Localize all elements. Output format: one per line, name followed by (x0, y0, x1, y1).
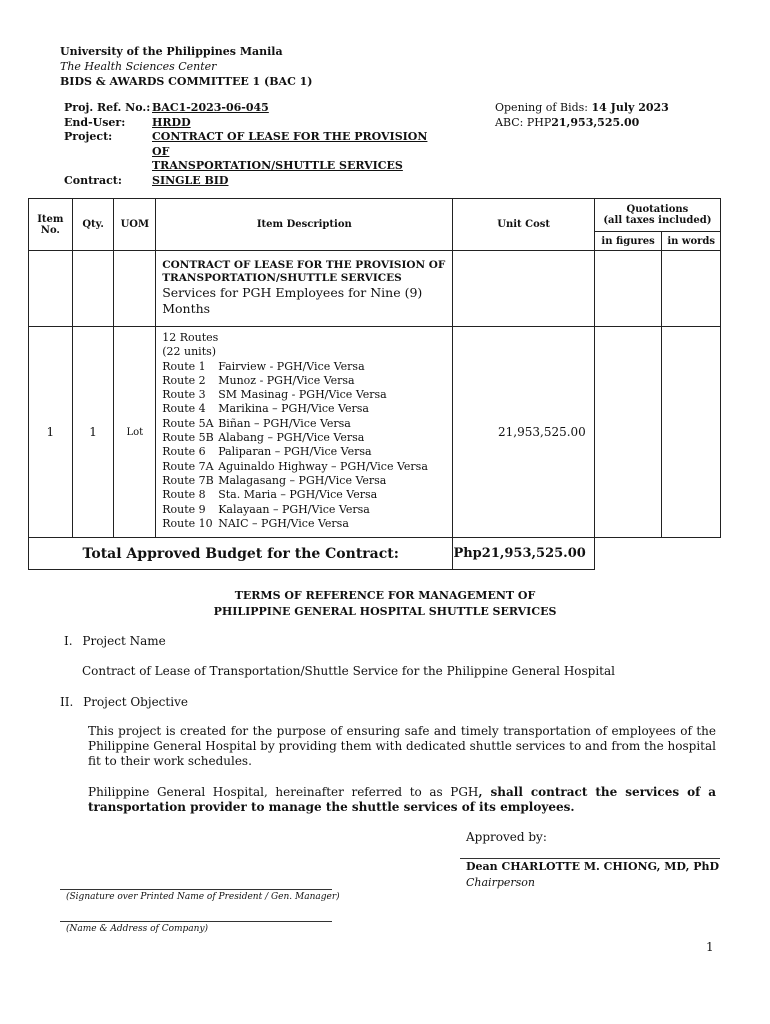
committee-name: BIDS & AWARDS COMMITTEE 1 (BAC 1) (60, 75, 313, 88)
company-name-label: (Name & Address of Company) (66, 924, 209, 934)
header-item-no: Item No. (29, 199, 73, 251)
page-number: 1 (706, 940, 714, 954)
route-name: Malagasang – PGH/Vice Versa (218, 473, 387, 487)
section-1-title: Project Name (82, 634, 166, 648)
section-2-paragraph-1: This project is created for the purpose of ensuring safe and timely transportation of employees of the Philippine General Hospital by providing them with dedicated shuttle services to and from the hospital fit to their work schedules. (88, 724, 716, 768)
route-item (162, 431, 446, 445)
approved-by-label: Approved by: (466, 830, 547, 844)
route-item (162, 488, 446, 502)
contract-value: SINGLE BID (152, 173, 229, 187)
section-2-paragraph-2: Philippine General Hospital, hereinafter referred to as PGH, shall contract the services of a transportation provider to manage the shuttle services of its employees. (88, 785, 716, 814)
route-name: Marikina – PGH/Vice Versa (218, 402, 369, 416)
contract-label: Contract: (64, 173, 122, 187)
route-item (162, 445, 446, 459)
description-title-cell (156, 251, 453, 327)
unit-cost-value: 21,953,525.00 (453, 327, 594, 538)
qty-value: 1 (72, 327, 114, 538)
route-name: Aguinaldo Highway – PGH/Vice Versa (218, 459, 428, 473)
proj-ref-value: BAC1-2023-06-045 (152, 101, 269, 114)
empty-cell (594, 538, 662, 570)
route-name: Fairview - PGH/Vice Versa (218, 359, 365, 373)
description-title-line-1: CONTRACT OF LEASE FOR THE PROVISION OF (162, 259, 446, 271)
in-figures-value (594, 327, 662, 538)
route-item (162, 374, 446, 388)
route-item (162, 474, 446, 488)
route-item (162, 402, 446, 416)
route-name: Biñan – PGH/Vice Versa (218, 416, 351, 430)
route-item (162, 517, 446, 531)
project-value-line-1: CONTRACT OF LEASE FOR THE PROVISION OF (152, 130, 428, 158)
route-id: Route 5A (162, 416, 214, 430)
header-quotations: Quotations (all taxes included) (594, 199, 720, 232)
uom-value: Lot (114, 327, 156, 538)
empty-cell (72, 251, 114, 327)
header-uom: UOM (114, 199, 156, 251)
route-name: Alabang – PGH/Vice Versa (218, 431, 365, 445)
approver-signature-line (460, 858, 720, 859)
empty-cell (594, 251, 662, 327)
route-name: Kalayaan – PGH/Vice Versa (218, 502, 370, 516)
route-name: Munoz - PGH/Vice Versa (218, 373, 355, 387)
section-2-heading (60, 694, 188, 710)
header-in-figures: in figures (594, 232, 662, 251)
section-1-heading (64, 633, 166, 649)
route-id: Route 7A (162, 459, 214, 473)
routes-count: 12 Routes (162, 331, 219, 344)
project-label: Project: (64, 130, 113, 143)
empty-cell (114, 251, 156, 327)
header-item-description: Item Description (156, 199, 453, 251)
opening-date: 14 July 2023 (591, 101, 669, 114)
section-2-number: II. (60, 695, 74, 709)
abc-value: 21,953,525.00 (551, 115, 640, 129)
university-name: University of the Philippines Manila (60, 45, 283, 58)
approver-title: Chairperson (466, 876, 535, 889)
route-item (162, 460, 446, 474)
route-list (162, 360, 446, 532)
header-unit-cost: Unit Cost (453, 199, 594, 251)
route-id: Route 6 (162, 445, 206, 459)
item-no-value: 1 (29, 327, 73, 538)
route-id: Route 2 (162, 373, 206, 387)
signature-label: (Signature over Printed Name of President / Gen. Manager) (66, 892, 340, 902)
empty-cell (662, 538, 721, 570)
route-name: Sta. Maria – PGH/Vice Versa (218, 488, 378, 502)
route-item (162, 388, 446, 402)
tor-title-line-1: TERMS OF REFERENCE FOR MANAGEMENT OF (234, 589, 536, 602)
project-meta (64, 101, 437, 188)
route-name: Paliparan – PGH/Vice Versa (218, 445, 372, 459)
empty-cell (453, 251, 594, 327)
opening-info (495, 101, 669, 130)
section-2-title: Project Objective (83, 695, 188, 709)
header-qty: Qty. (72, 199, 114, 251)
route-name: SM Masinag - PGH/Vice Versa (218, 388, 387, 402)
route-id: Route 3 (162, 388, 206, 402)
section-1-number: I. (64, 634, 73, 648)
project-value (152, 130, 437, 174)
description-title-line-2: TRANSPORTATION/SHUTTLE SERVICES (162, 272, 402, 284)
route-id: Route 4 (162, 402, 206, 416)
route-id: Route 7B (162, 473, 214, 487)
project-value-line-2: TRANSPORTATION/SHUTTLE SERVICES (152, 159, 403, 172)
abc-line: ABC: PHP21,953,525.00 (495, 115, 640, 129)
route-item (162, 417, 446, 431)
section-1-text: Contract of Lease of Transportation/Shuttle Service for the Philippine General Hospital (82, 664, 615, 678)
routes-cell (156, 327, 453, 538)
route-item (162, 360, 446, 374)
route-id: Route 1 (162, 359, 206, 373)
total-label: Total Approved Budget for the Contract: (29, 538, 453, 570)
route-id: Route 10 (162, 516, 213, 530)
company-name-line (60, 921, 332, 922)
tor-title (0, 588, 770, 620)
end-user-label: End-User: (64, 115, 126, 129)
header-in-words: in words (662, 232, 721, 251)
university-subtitle: The Health Sciences Center (60, 60, 217, 73)
tor-title-line-2: PHILIPPINE GENERAL HOSPITAL SHUTTLE SERVICES (213, 605, 557, 618)
units-count: (22 units) (162, 345, 217, 359)
in-words-value (662, 327, 721, 538)
proj-ref-label: Proj. Ref. No.: (64, 101, 151, 114)
total-value: Php21,953,525.00 (453, 538, 594, 570)
empty-cell (662, 251, 721, 327)
document-header (60, 44, 313, 89)
route-name: NAIC – PGH/Vice Versa (218, 516, 349, 530)
route-item (162, 503, 446, 517)
company-signature-line (60, 889, 332, 890)
approver-name: Dean CHARLOTTE M. CHIONG, MD, PhD (466, 860, 720, 873)
route-id: Route 9 (162, 502, 206, 516)
empty-cell (29, 251, 73, 327)
quotation-table (28, 198, 721, 570)
description-subtitle: Services for PGH Employees for Nine (9) Months (162, 285, 423, 316)
opening-of-bids: Opening of Bids: 14 July 2023 (495, 101, 669, 114)
header-taxes-included: (all taxes included) (603, 215, 712, 226)
end-user-value: HRDD (152, 115, 191, 129)
route-id: Route 5B (162, 431, 214, 445)
route-id: Route 8 (162, 488, 206, 502)
